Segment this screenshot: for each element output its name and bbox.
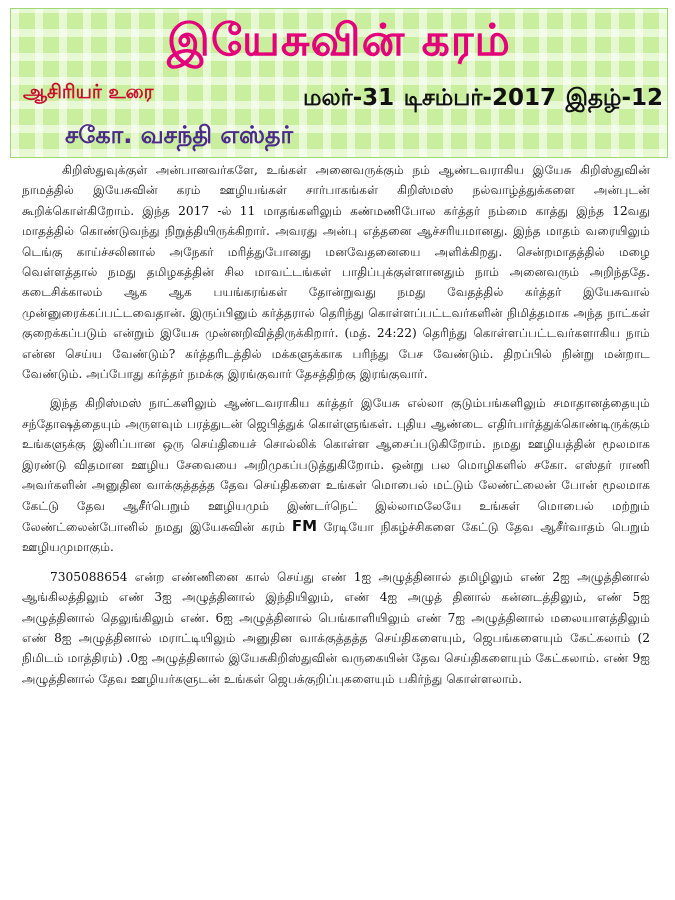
issue-volume: மலர்-31 (303, 85, 395, 111)
article-paragraph: கிறிஸ்துவுக்குள் அன்பானவர்களே, உங்கள் அனைவருக்கும் நம் ஆண்டவராகிய இயேசு கிறிஸ்துவின் நாமத்தில் இயேசுவின் கரம் ஊழியங்கள் சார்பாகங்கள் கிறிஸ்மஸ் நல்வாழ்த்துக்களை அன்புடன் கூறிக்கொள்கிறோம். இந்த 2017 -ல் 11 மாதங்களிலும் கண்மணிபோல கர்த்தர் நம்மை காத்து இந்த 12வது மாதத்தில் கொண்டுவந்து நிறுத்தியிருக்கிறார். அவரது அன்பு எத்தனை ஆச்சரியமானது. இந்த மாதம் வரையிலும் டெங்கு காய்ச்சலினால் அநேகர் மரித்துபோனது மனவேதனையை அளிக்கிறது. சென்றமாதத்தில் மழை வெள்ளத்தால் நமது தமிழகத்தின் சில மாவட்டங்கள் பாதிப்புக்குள்ளானதும் நாம் அனைவரும் அறிந்ததே. கடைசிக்காலம் ஆக ஆக பயங்கரங்கள் தோன்றுவது நமது வேதத்தில் கர்த்தர் இயேசுவால் முன்னுரைக்கப்பட்டவைதான். இருப்பினும் கர்த்தரால் தெரிந்து கொள்ளப்பட்டவர்களின் நிமித்தமாக அந்த நாட்கள் குறைக்கப்படும் என்றும் இயேசு முன்னறிவித்திருக்கிறார். (மத். 24:22) தெரிந்து கொள்ளப்பட்டவர்களாகிய நாம் என்ன செய்ய வேண்டும்? கர்த்தரிடத்தில் மக்களுக்காக பரிந்து பேச வேண்டும். திறப்பில் நின்று மன்றாட வேண்டும். அப்போது கர்த்தர் நமக்கு இரங்குவார் தேசத்திற்கு இரங்குவார். (22, 163, 650, 382)
paragraph-text: இந்த கிறிஸ்மஸ் நாட்களிலும் ஆண்டவராகிய கர்த்தர் இயேசு எல்லா குடும்பங்களிலும் சமாதானத்தையும் சந்தோஷத்தையும் அருளவும் பரத்துடன் ஜெபித்துக் கொள்ளுங்கள். புதிய ஆண்டை எதிர்பார்த்துக்கொண்டிருக்கும் உங்களுக்கு இனிப்பான ஒரு செய்தியைச் சொல்லிக் கொள்ள ஆசைப்படுகிறோம். நமது ஊழியத்தின் மூலமாக இரண்டு விதமான ஊழிய சேவையை அறிமுகப்படுத்துகிறோம். ஒன்று பல மொழிகளில் சகோ. எஸ்தர் ராணி அவர்களின் அனுதின வாக்குத்தத்த தேவ செய்திகளை உங்கள் மொபைல் மட்டும் லேண்ட்லைன் போன் மூலமாக கேட்டு தேவ ஆசீர்பெறும் ஊழியமும் இண்டர்நெட் இல்லாமலேயே உங்கள் மொபைல் மற்றும் லேண்ட்லைன்போனில் நமது இயேசுவின் கரம் (22, 396, 650, 534)
paragraph-text: ரேடியோ நிகழ்ச்சிகளை கேட்டு தேவ ஆசீர்வாதம் பெறும் ஊழியமுமாகும். (22, 519, 650, 555)
issue-number: இதழ்-12 (565, 85, 663, 111)
header-banner (10, 8, 668, 158)
editorial-label: ஆசிரியர் உரை (23, 81, 154, 103)
article-paragraph: 7305088654 என்ற எண்ணினை கால் செய்து எண் 1ஐ அழுத்தினால் தமிழிலும் எண் 2ஐ அழுத்தினால் ஆங்கிலத்திலும் எண் 3ஐ அழுத்தினால் இந்தியிலும், எண் 4ஐ அழுத் தினால் கன்னடத்திலும், எண் 5ஐ அழுத்தினால் தெலுங்கிலும் எண். 6ஐ அழுத்தினால் பெங்காளியிலும் எண் 7ஐ அழுத்தினால் மலையாளத்திலும் எண் 8ஐ அழுத்தினால் மராட்டியிலும் அனுதின வாக்குத்தத்த செய்திகளையும், ஜெபங்களையும் கேட்கலாம் (2 நிமிடம் மாத்திரம்) .0ஐ அழுத்தினால் இயேசுகிறிஸ்துவின் வருகையின் தேவ செய்திகளையும் கேட்கலாம். எண் 9ஐ அழுத்தினால் தேவ ஊழியர்களுடன் உங்கள் ஜெபக்குறிப்புகளையும் பகிர்ந்து கொள்ளலாம். (22, 569, 650, 686)
issue-info (303, 85, 663, 114)
article-paragraph (22, 393, 650, 557)
author-name: சகோ. வசந்தி எஸ்தர் (65, 121, 294, 149)
editorial-article (22, 160, 650, 698)
magazine-title: இயேசுவின் கரம் (167, 15, 511, 66)
issue-month-year: டிசம்பர்-2017 (403, 85, 556, 111)
fm-label: FM (291, 516, 318, 535)
